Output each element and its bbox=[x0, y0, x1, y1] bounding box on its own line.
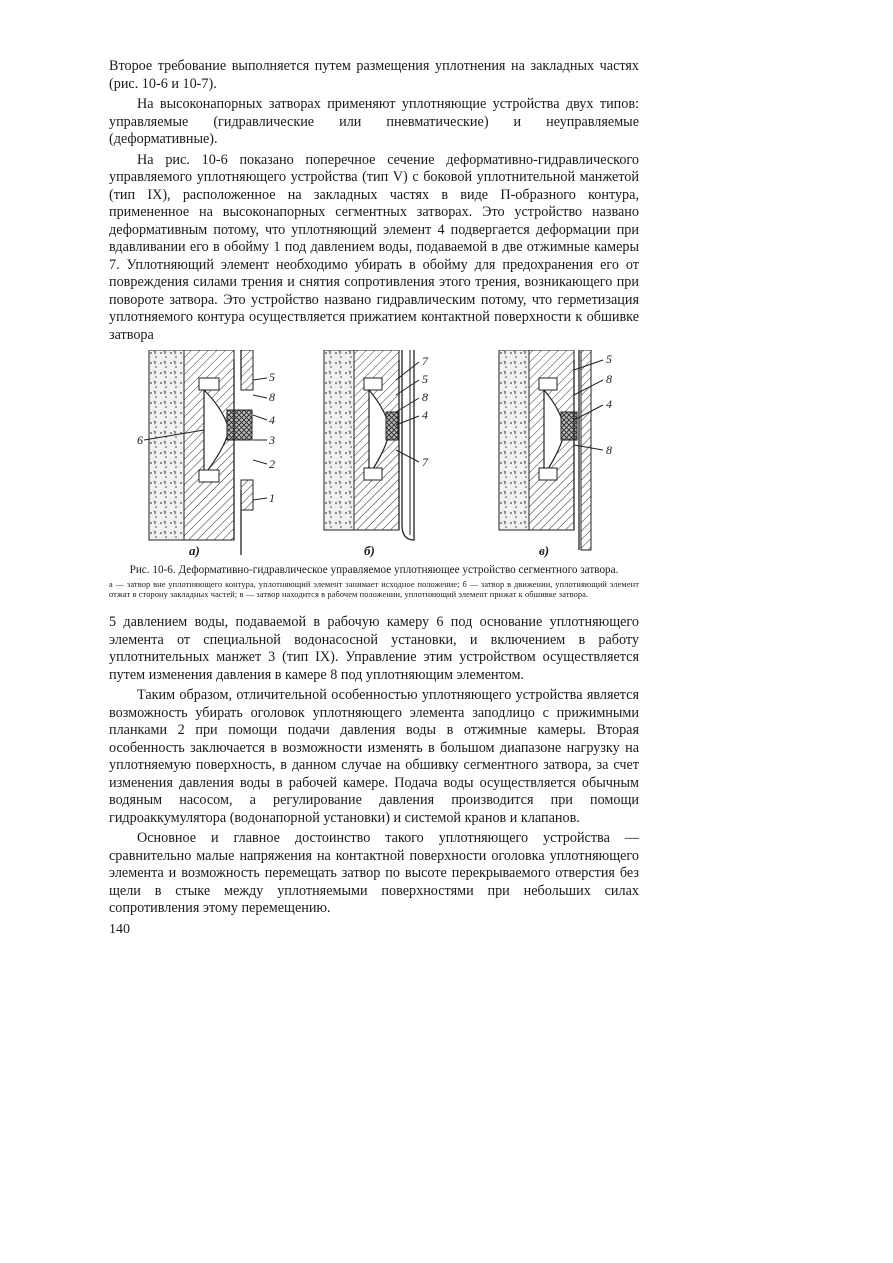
sublabel-b: б) bbox=[364, 543, 375, 558]
label-b-5: 7 bbox=[422, 455, 428, 469]
drawing-a bbox=[137, 350, 275, 558]
label-a-2: 8 bbox=[269, 390, 275, 404]
label-b-2: 5 bbox=[422, 372, 428, 386]
figure-caption: Рис. 10-6. Деформативно-гидравлическое управляемое уплотняющее устройство сегментного затвора. bbox=[129, 564, 619, 576]
figure-legend: а — затвор вне уплотняющего контура, уплотняющий элемент занимает исходное положение; б — затвор в движении, уплотняющий элемент отжат в сторону закладных частей; в — затвор находится в рабочем положении, уплотняющий элемент прижат к обшивке затвора. bbox=[109, 580, 639, 599]
label-c-4: 8 bbox=[606, 443, 612, 457]
paragraph-1: Второе требование выполняется путем размещения уплотнения на закладных частях (рис. 10-6 и 10-7). bbox=[109, 58, 639, 92]
label-a-4: 3 bbox=[269, 433, 275, 447]
drawing-b bbox=[324, 350, 429, 558]
paragraph-2: На высоконапорных затворах применяют уплотняющие устройства двух типов: управляемые (гидравлические или пневматические) и неуправляемые (деформативные). bbox=[109, 96, 639, 147]
seal-drawing bbox=[109, 350, 639, 560]
label-a-7: 6 bbox=[137, 433, 143, 447]
label-a-6: 1 bbox=[269, 491, 275, 505]
label-b-4: 4 bbox=[422, 408, 428, 422]
label-b-3: 8 bbox=[422, 390, 428, 404]
sublabel-a: а) bbox=[189, 543, 200, 558]
label-a-3: 4 bbox=[269, 413, 275, 427]
paragraph-4: 5 давлением воды, подаваемой в рабочую камеру 6 под основание уплотняющего элемента от специальной водонасосной установки, и включением в работу уплотнительных манжет 3 (тип IX). Управление этим устройством осуществляется путем изменения давления в камере 8 под уплотняющим элементом. bbox=[109, 614, 639, 683]
page-number: 140 bbox=[109, 921, 130, 937]
drawing-c bbox=[499, 350, 612, 558]
paragraph-5: Таким образом, отличительной особенностью уплотняющего устройства является возможность убирать оголовок уплотняющего элемента заподлицо с прижимными планками 2 при помощи подачи давления воды в отжимные камеры. Вторая особенность заключается в возможности изменять в большом диапазоне нагрузку на уплотняемую поверхность, в данном случае на обшивку сегментного затвора, за счет изменения давления воды в рабочей камере. Подача воды осуществляется обычным водяным насосом, а регулирование давления производится при помощи гидроаккумулятора (водонапорной установки) и системой кранов и клапанов. bbox=[109, 687, 639, 826]
label-b-1: 7 bbox=[422, 354, 428, 368]
label-a-1: 5 bbox=[269, 370, 275, 384]
sublabel-c: в) bbox=[539, 543, 550, 558]
label-c-3: 4 bbox=[606, 397, 612, 411]
body-bottom bbox=[109, 614, 639, 918]
label-c-2: 8 bbox=[606, 372, 612, 386]
figure-10-6 bbox=[109, 350, 639, 560]
paragraph-6: Основное и главное достоинство такого уплотняющего устройства — сравнительно малые напряжения на контактной поверхности оголовка уплотняющего элемента и возможность перемещать затвор по высоте перекрываемого отверстия без щели в стыке между уплотняемыми поверхностями при небольших силах сопротивления этому перемещению. bbox=[109, 830, 639, 916]
book-page bbox=[109, 58, 639, 938]
paragraph-3: На рис. 10-6 показано поперечное сечение деформативно-гидравлического управляемого уплотняющего устройства (тип V) с боковой уплотнительной манжетой (тип IX), расположенное на закладных частях в виде П-образного контура, примененное на высоконапорных сегментных затворах. Это устройство названо деформативным потому, что уплотняющий элемент 4 подвергается деформации при вдавливании его в обойму 1 под давлением воды, подаваемой в две отжимные камеры 7. Уплотняющий элемент необходимо убирать в обойму для предохранения его от повреждения силами трения и снятия сопротивления этого трения, возникающего при повороте затвора. Это устройство названо гидравлическим потому, что герметизация уплотняемого контура осуществляется прижатием контактной поверхности к обшивке затвора bbox=[109, 151, 639, 343]
label-c-1: 5 bbox=[606, 352, 612, 366]
label-a-5: 2 bbox=[269, 457, 275, 471]
